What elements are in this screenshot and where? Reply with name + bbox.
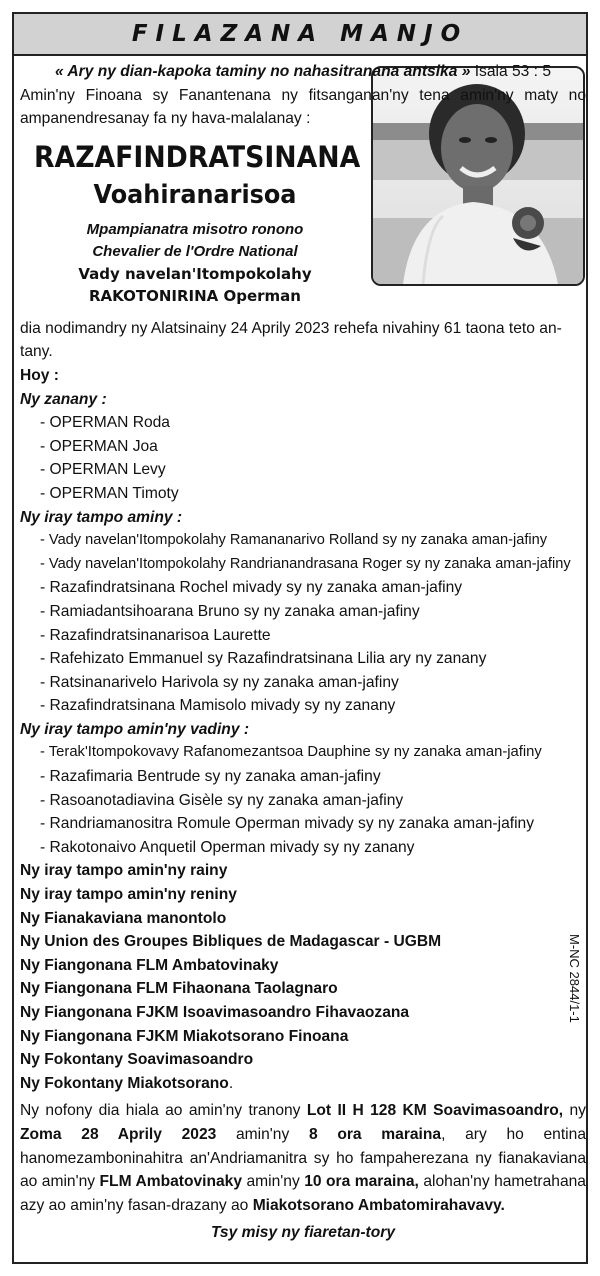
funeral-text: Ny nofony dia hiala ao amin'ny tranony xyxy=(20,1102,307,1120)
list-item: - Rafehizato Emmanuel sy Razafindratsinana Lilia ary ny zanany xyxy=(40,650,487,668)
deceased-surname: RAZAFINDRATSINANA xyxy=(34,139,361,174)
deceased-block xyxy=(20,137,370,307)
list-item: - OPERMAN Levy xyxy=(40,461,166,479)
other-mourner: Ny iray tampo amin'ny reniny xyxy=(20,886,237,904)
funeral-text: amin'ny xyxy=(242,1173,305,1191)
list-item: - OPERMAN Joa xyxy=(40,437,158,455)
other-mourner: Ny Fianakaviana manontolo xyxy=(20,909,227,927)
list-item: - OPERMAN Timoty xyxy=(40,484,179,502)
side-reference-code: M-NC 2844/1-1 xyxy=(567,934,582,1023)
funeral-details xyxy=(20,1099,586,1217)
other-mourner: Ny Fokontany Soavimasoandro xyxy=(20,1051,254,1069)
deceased-title-2: Chevalier de l'Ordre National xyxy=(92,242,298,260)
deceased-title-1: Mpampianatra misotro ronono xyxy=(86,220,304,238)
funeral-address: Lot II H 128 KM Soavimasoandro, xyxy=(306,1102,564,1120)
list-item: - Vady navelan'Itompokolahy Ramananarivo Rolland sy ny zanaka aman-jafiny xyxy=(40,532,548,549)
other-mourner-text: Ny Fokontany Miakotsorano xyxy=(20,1074,229,1092)
funeral-date: Zoma 28 Aprily 2023 xyxy=(20,1125,217,1143)
deceased-firstname: Voahiranarisoa xyxy=(93,179,297,210)
list-item: - Rakotonaivo Anquetil Operman mivady sy ny zanany xyxy=(40,838,415,856)
other-mourner: Ny Union des Groupes Bibliques de Madagascar - UGBM xyxy=(20,933,442,951)
list-item: - Rasoanotadiavina Gisèle sy ny zanaka aman-jafiny xyxy=(40,791,404,809)
list-item: - Terak'Itompokovavy Rafanomezantsoa Dauphine sy ny zanaka aman-jafiny xyxy=(40,744,542,761)
funeral-text: ny xyxy=(563,1102,586,1120)
section-heading: Ny iray tampo aminy : xyxy=(20,508,183,526)
closing-line: Tsy misy ny fiaretan-tory xyxy=(210,1224,395,1242)
list-item: - Razafindratsinanarisoa Laurette xyxy=(40,626,271,644)
funeral-text: amin'ny xyxy=(216,1125,309,1143)
verse-line xyxy=(20,60,586,84)
other-mourner: Ny Fiangonana FJKM Miakotsorano Finoana xyxy=(20,1027,349,1045)
other-mourner: Ny Fiangonana FJKM Isoavimasoandro Fihavaozana xyxy=(20,1004,410,1021)
list-item: - Razafindratsinana Mamisolo mivady sy ny zanany xyxy=(40,697,396,715)
other-mourner: Ny Fiangonana FLM Ambatovinaky xyxy=(20,956,279,974)
other-mourner: Ny iray tampo amin'ny rainy xyxy=(20,862,228,880)
burial-place: Miakotsorano Ambatomirahavavy. xyxy=(252,1196,505,1214)
list-item: - Ratsinanarivelo Harivola sy ny zanaka aman-jafiny xyxy=(40,673,399,691)
funeral-text: alohan'ny hametrahana azy ao amin'ny fasan-drazany ao xyxy=(20,1173,586,1214)
death-notice: dia nodimandry ny Alatsinainy 24 Aprily 2023 rehefa nivahiny 61 taona teto an-tany. xyxy=(20,319,562,361)
notice-header: FILAZANA MANJO xyxy=(14,14,586,56)
hoy-label: Hoy : xyxy=(20,366,59,384)
deceased-title-3: Vady navelan'Itompokolahy xyxy=(78,264,312,283)
section-heading: Ny iray tampo amin'ny vadiny : xyxy=(20,720,250,738)
deceased-title-4: RAKOTONIRINA Operman xyxy=(89,286,301,305)
funeral-text: , ary ho entina hanomezamboninahitra an'Andriamanitra sy ho fampaherezana ny fianakaviana ao amin'ny xyxy=(20,1125,586,1191)
other-mourner-last xyxy=(20,1072,586,1096)
funeral-church: FLM Ambatovinaky xyxy=(99,1173,243,1191)
other-mourner-suffix: . xyxy=(228,1074,234,1092)
list-item: - Ramiadantsihoarana Bruno sy ny zanaka aman-jafiny xyxy=(40,602,420,620)
funeral-time-2: 10 ora maraina, xyxy=(304,1173,419,1191)
notice-content xyxy=(20,60,586,1245)
verse-ref: Isaia 53 : 5 xyxy=(470,63,552,80)
list-item: - Razafimaria Bentrude sy ny zanaka aman-jafiny xyxy=(40,768,381,786)
notice-frame xyxy=(12,12,588,1264)
list-item: - OPERMAN Roda xyxy=(40,414,170,432)
intro-span: Amin'ny Finoana sy Fanantenana ny fitsanganan'ny tena amin'ny maty no ampanendresanay fa ny hava-malalanay : xyxy=(20,86,586,128)
intro-text xyxy=(20,84,586,131)
funeral-time-1: 8 ora maraina xyxy=(308,1125,442,1143)
other-mourner: Ny Fiangonana FLM Fihaonana Taolagnaro xyxy=(20,980,338,998)
list-item: - Vady navelan'Itompokolahy Randrianandrasana Roger sy ny zanaka aman-jafiny xyxy=(40,555,571,572)
list-item: - Randriamanositra Romule Operman mivady sy ny zanaka aman-jafiny xyxy=(40,815,535,833)
section-heading: Ny zanany : xyxy=(20,390,107,408)
verse-quote: « Ary ny dian-kapoka taminy no nahasitranana antsika » xyxy=(54,63,471,80)
list-item: - Razafindratsinana Rochel mivady sy ny zanaka aman-jafiny xyxy=(40,579,463,597)
